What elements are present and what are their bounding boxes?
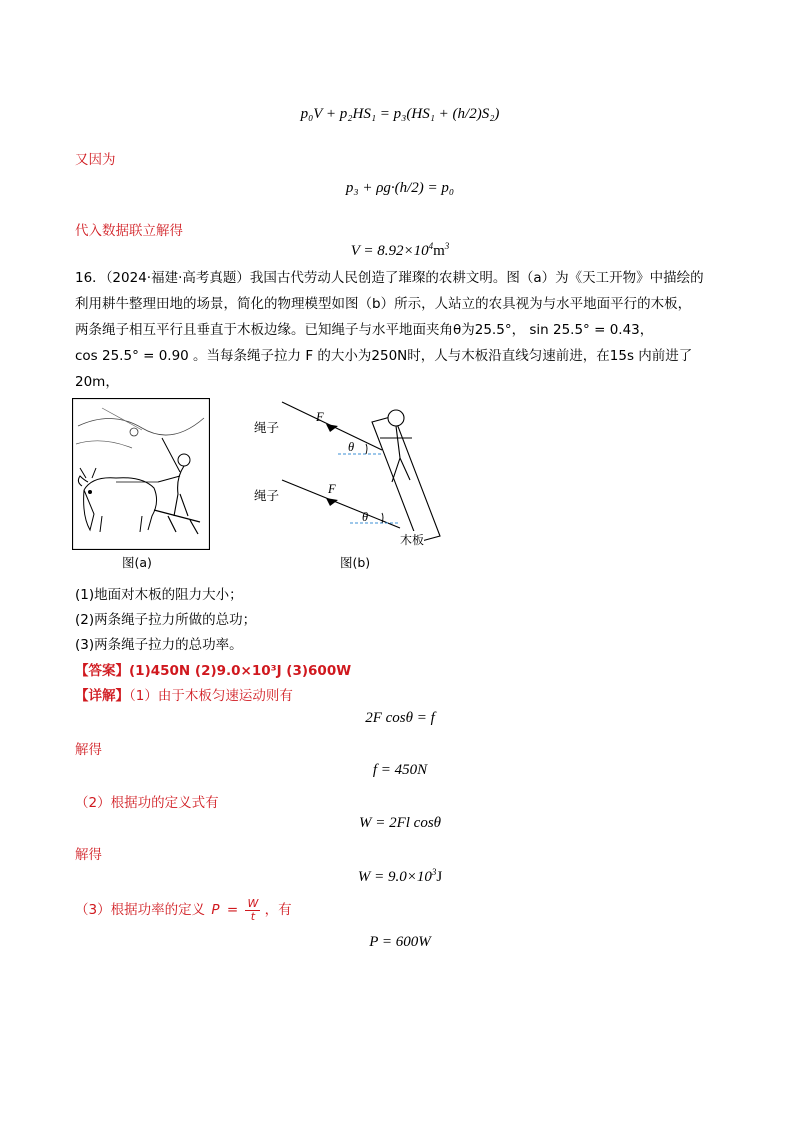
- question-2: (2)两条绳子拉力所做的总功；: [75, 612, 257, 628]
- red-label-jiede-2: 解得: [75, 847, 102, 863]
- force-label-top: F: [316, 410, 324, 424]
- figure-b-diagram: [254, 398, 464, 548]
- equation-power-result: [0, 934, 800, 951]
- detail-step-3: [75, 898, 292, 922]
- equation-text: f = 450N: [372, 762, 428, 778]
- angle-label-bottom: θ: [362, 510, 369, 524]
- problem-line-2: 利用耕牛整理田地的场景，简化的物理模型如图（b）所示，人站立的农具视为与水平地面平行的木板，: [75, 296, 692, 312]
- board-label: 木板: [400, 533, 425, 547]
- equation-text: p₀V + p₂HS₁ = p₃(HS₁ + (h/2)S₂): [300, 106, 500, 122]
- eq-work-exp: 3: [431, 867, 437, 877]
- detail-step-2: （2）根据功的定义式有: [75, 795, 219, 811]
- answer-line: [75, 659, 351, 679]
- equation-text: p₃ + ρg·(h/2) = p₀: [345, 180, 455, 196]
- detail-step-1: [75, 684, 293, 704]
- red-label-dairu: 代入数据联立解得: [75, 223, 183, 239]
- equation-gas-balance: [0, 106, 800, 123]
- equation-volume-result: [0, 241, 800, 260]
- equation-text: P = 600W: [369, 934, 431, 950]
- problem-number: 16．: [75, 270, 106, 286]
- detail-prefix: 【详解】: [75, 688, 129, 704]
- force-label-bottom: F: [328, 482, 336, 496]
- problem-line-1: [75, 265, 730, 291]
- figure-b-caption: 图(b): [340, 555, 371, 570]
- problem-line-1-text: （2024·福建·高考真题）我国古代劳动人民创造了璀璨的农耕文明。图（a）为《天工开物》中描绘的: [105, 270, 704, 286]
- equation-friction: [0, 710, 800, 727]
- equation-text: W = 2Fl cosθ: [358, 815, 442, 831]
- power-fraction: [245, 898, 260, 922]
- problem-line-3: 两条绳子相互平行且垂直于木板边缘。已知绳子与水平地面夹角θ为25.5°， sin 25.5° = 0.43，: [75, 322, 654, 338]
- answer-text: (1)450N (2)9.0×10³J (3)600W: [129, 663, 352, 679]
- equation-friction-result: [0, 762, 800, 779]
- fraction-numerator: W: [247, 897, 259, 910]
- eq-volume-main: V = 8.92×10: [350, 243, 429, 259]
- figure-a-illustration: [72, 398, 210, 550]
- eq-work-unit: J: [436, 869, 443, 885]
- figure-a: [72, 398, 210, 554]
- figure-b: [254, 398, 464, 552]
- red-label-jiede-1: 解得: [75, 742, 102, 758]
- eq-volume-unitexp: 3: [444, 241, 450, 251]
- equation-work-result: [0, 867, 800, 886]
- question-1: (1)地面对木板的阻力大小；: [75, 587, 243, 603]
- power-equals: =: [226, 902, 239, 919]
- equation-work: [0, 815, 800, 832]
- rope-label-top: 绳子: [254, 420, 280, 435]
- angle-label-top: θ: [348, 440, 355, 454]
- equation-text: 2F cosθ = f: [365, 710, 435, 726]
- fraction-denominator: t: [250, 909, 256, 923]
- detail-step-1-text: （1）由于木板匀速运动则有: [129, 688, 293, 704]
- problem-line-4: cos 25.5° = 0.90 。当每条绳子拉力 F 的大小为250N时，人与木板沿直线匀速前进，在15s 内前进了20m，: [75, 348, 693, 390]
- rope-label-bottom: 绳子: [254, 488, 280, 503]
- question-3: (3)两条绳子拉力的总功率。: [75, 637, 243, 653]
- red-label-youyinwei: 又因为: [75, 152, 116, 168]
- detail-step-3-text: （3）根据功率的定义: [75, 902, 206, 919]
- equation-pressure: [0, 180, 800, 197]
- eq-volume-unit: m: [433, 243, 445, 259]
- power-symbol: P: [211, 902, 220, 919]
- figure-a-caption: 图(a): [122, 555, 152, 570]
- detail-step-3-tail: ，有: [264, 902, 292, 919]
- answer-prefix: 【答案】: [75, 663, 129, 679]
- eq-volume-exp: 4: [428, 241, 434, 251]
- eq-work-main: W = 9.0×10: [357, 869, 432, 885]
